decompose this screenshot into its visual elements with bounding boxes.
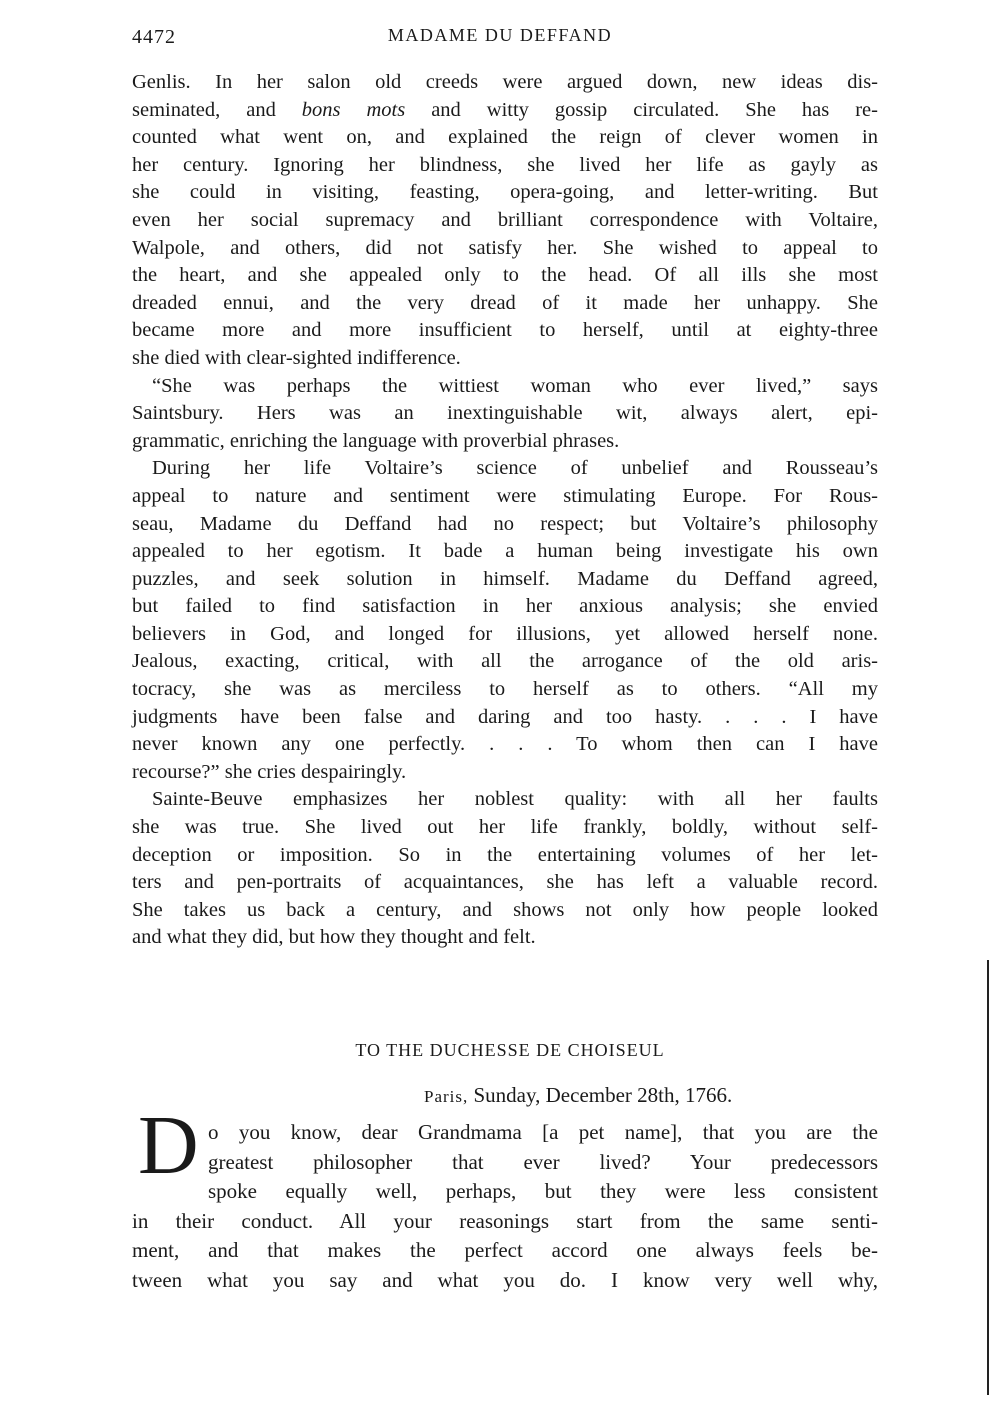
dateline-place: Paris, (424, 1087, 469, 1106)
letter-line: o you know, dear Grandmama [a pet name], that you are the (208, 1120, 878, 1144)
essay-body (132, 69, 878, 952)
text-line: she died with clear-sighted indifference. (132, 346, 461, 369)
text-line: dreaded ennui, and the very dread of it made her unhappy. She (132, 291, 878, 314)
text-line: her century. Ignoring her blindness, she lived her life as gayly as (132, 153, 878, 176)
text-line: seminated, and bons mots and witty gossip circulated. She has re- (132, 98, 878, 121)
text-line: never known any one perfectly. . . . To whom then can I have (132, 733, 878, 756)
text-line: believers in God, and longed for illusions, yet allowed herself none. (132, 622, 878, 645)
letter-line: in their conduct. All your reasonings start from the same senti- (132, 1208, 878, 1233)
text-line: seau, Madame du Deffand had no respect; but Voltaire’s philosophy (132, 512, 878, 535)
text-line: appealed to her egotism. It bade a human being investigate his own (132, 540, 878, 563)
text-line: even her social supremacy and brilliant correspondence with Voltaire, (132, 208, 878, 231)
text-line: During her life Voltaire’s science of unbelief and Rousseau’s (152, 457, 878, 480)
text-line: She takes us back a century, and shows not only how people looked (132, 898, 878, 921)
dateline-date: Sunday, December 28th, 1766. (468, 1083, 733, 1107)
text-line: Genlis. In her salon old creeds were argued down, new ideas dis- (132, 71, 878, 93)
text-line: deception or imposition. So in the entertaining volumes of her let- (132, 843, 878, 866)
letter-line: greatest philosopher that ever lived? Your predecessors (208, 1149, 878, 1174)
letter-line: ment, and that makes the perfect accord one always feels be- (132, 1238, 878, 1263)
running-head: MADAME DU DEFFAND (387, 25, 613, 45)
text-line: puzzles, and seek solution in himself. Madame du Deffand agreed, (132, 567, 878, 590)
drop-cap: D (138, 1099, 199, 1192)
letter-body (132, 1118, 878, 1296)
letter-line: tween what you say and what you do. I know very well why, (132, 1267, 878, 1292)
text-line: Walpole, and others, did not satisfy her. She wished to appeal to (132, 236, 878, 259)
page-number: 4472 (132, 26, 176, 48)
letter-dateline (424, 1083, 732, 1108)
text-line: she was true. She lived out her life frankly, boldly, without self- (132, 816, 878, 839)
text-line: counted what went on, and explained the reign of clever women in (132, 126, 878, 149)
text-line: Saintsbury. Hers was an inextinguishable wit, always alert, epi- (132, 402, 878, 425)
text-line: appeal to nature and sentiment were stimulating Europe. For Rous- (132, 484, 878, 507)
scan-edge-rule (987, 960, 989, 1395)
text-line: tocracy, she was as merciless to herself as to others. “All my (132, 678, 878, 701)
text-line: judgments have been false and daring and too hasty. . . . I have (132, 705, 878, 728)
text-line: but failed to find satisfaction in her anxious analysis; she envied (132, 595, 878, 618)
letter-line: spoke equally well, perhaps, but they were less consistent (208, 1179, 878, 1204)
text-line: Sainte-Beuve emphasizes her noblest quality: with all her faults (152, 788, 878, 811)
text-line: recourse?” she cries despairingly. (132, 760, 407, 783)
text-line: Jealous, exacting, critical, with all the arrogance of the old aris- (132, 650, 878, 673)
text-line: “She was perhaps the wittiest woman who ever lived,” says (152, 374, 878, 397)
text-line: the heart, and she appealed only to the head. Of all ills she most (132, 264, 878, 287)
text-line: ters and pen-portraits of acquaintances, she has left a valuable record. (132, 871, 878, 894)
text-line: grammatic, enriching the language with proverbial phrases. (132, 429, 620, 452)
text-line: and what they did, but how they thought and felt. (132, 926, 536, 949)
text-line: she could in visiting, feasting, opera-going, and letter-writing. But (132, 181, 878, 204)
text-line: became more and more insufficient to herself, until at eighty-three (132, 319, 878, 342)
letter-heading: TO THE DUCHESSE DE CHOISEUL (355, 1040, 665, 1060)
